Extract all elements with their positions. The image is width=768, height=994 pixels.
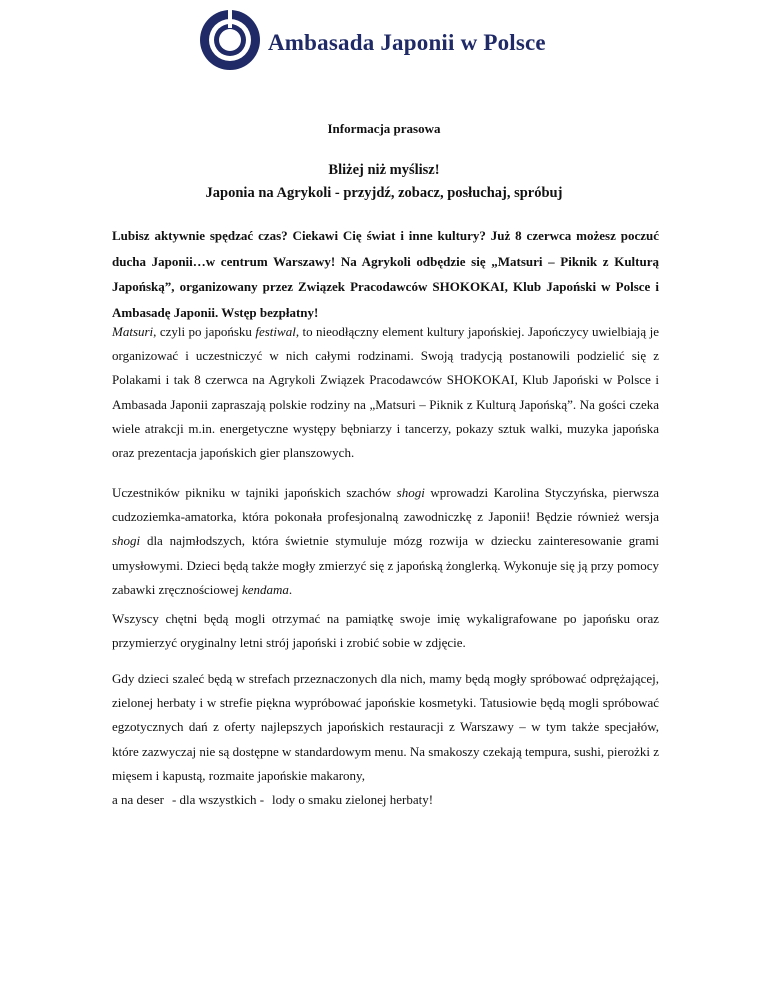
lead-paragraph: Lubisz aktywnie spędzać czas? Ciekawi Cię świat i inne kultury? Już 8 czerwca możesz poczuć ducha Japonii…w centrum Warszawy! Na Agrykoli odbędzie się „Matsuri – Piknik z Kulturą Japońską”, organizowany przez Związek Pracodawców SHOKOKAI, Klub Japoński w Polsce i Ambasadę Japonii. Wstęp bezpłatny! <box>112 228 659 320</box>
paragraph-matsuri: Matsuri, czyli po japońsku festiwal, to nieodłączny element kultury japońskiej. Japończycy uwielbiają je organizować i uczestniczyć w nich całymi rodzinami. Swoją tradycją postanowili podzielić się z Polakami i tak 8 czerwca na Agrykoli Związek Pracodawców SHOKOKAI, Klub Japoński w Polsce i Ambasada Japonii zapraszają polskie rodziny na „Matsuri – Piknik z Kulturą Japońską”. Na gości czeka wiele atrakcji m.in. energetyczne występy bębniarzy i tancerzy, pokazy sztuk walki, muzyka japońska oraz prezentacja japońskich gier planszowych. <box>112 324 659 461</box>
term-shogi: shogi <box>396 485 425 500</box>
headline-subtitle: Japonia na Agrykoli - przyjdź, zobacz, posłuchaj, spróbuj <box>205 185 563 201</box>
term-kendama: kendama <box>241 581 289 597</box>
headline <box>0 159 768 205</box>
term-matsuri: Matsuri <box>112 324 154 339</box>
term-festiwal: festiwal <box>255 324 296 339</box>
letterhead <box>0 6 768 86</box>
paragraph-calligraphy: Wszyscy chętni będą mogli otrzymać na pamiątkę swoje imię wykaligrafowane po japońsku oraz przymierzyć oryginalny letni strój japoński i zrobić sobie w zdjęcie. <box>112 611 659 651</box>
headline-title: Bliżej niż myślisz! <box>328 162 440 178</box>
term-shogi-2: shogi <box>112 533 141 549</box>
embassy-emblem-icon <box>198 8 262 77</box>
paragraph-shogi: Uczestników pikniku w tajniki japońskich szachów shogi wprowadzi Karolina Styczyńska, pierwsza cudzoziemka-amatorka, która pokonała profesjonalną zawodniczkę z Japonii! Będzie również wersja shogi dla najmłodszych, która świetnie stymuluje mózg rozwija w dziecku zainteresowanie grami umysłowymi. Dzieci będą także mogły zmierzyć się z japońską żonglerką. Wykonuje się ją przy pomocy zabawki zręcznościowej kendama. <box>112 485 659 597</box>
press-release-label: Informacja prasowa <box>327 121 441 136</box>
embassy-name: Ambasada Japonii w Polsce <box>268 30 546 55</box>
paragraph-food-last-line: a na deser - dla wszystkich - lody o smaku zielonej herbaty! <box>112 792 434 808</box>
paragraph-food: Gdy dzieci szaleć będą w strefach przeznaczonych dla nich, mamy będą mogły spróbować odprężającej, zielonej herbaty i w strefie piękna wypróbować japońskie kosmetyki. Tatusiowie będą mogli spróbować egzotycznych dań z oferty najlepszych japońskich restauracji z Warszawy – w tym także specjałów, które zazwyczaj nie są dostępne w standardowym menu. Na smakoszy czekają tempura, sushi, pierożki z mięsem i kapustą, rozmaite japońskie makarony, a na deser - dla wszystkich - lody o smaku zielonej herbaty! <box>112 667 659 812</box>
